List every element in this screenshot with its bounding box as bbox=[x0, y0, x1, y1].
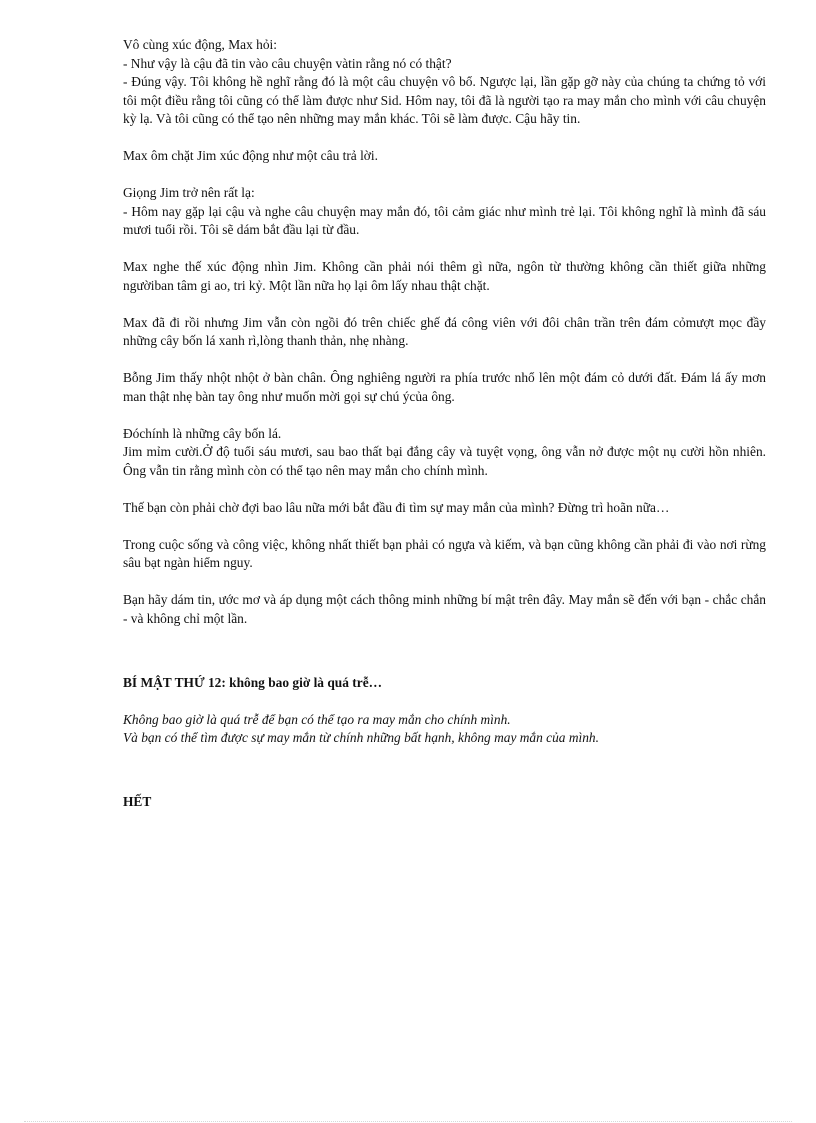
spacer bbox=[123, 655, 766, 674]
paragraph: Max nghe thế xúc động nhìn Jim. Không cần phải nói thêm gì nữa, ngôn từ thường không cần thiết giữa những ngườiban tâm gi ao, tri kỷ. Một lần nữa họ lại ôm lấy nhau thật chặt. bbox=[123, 259, 766, 293]
spacer bbox=[123, 748, 766, 775]
document-body bbox=[123, 36, 766, 812]
spacer bbox=[123, 775, 766, 794]
spacer bbox=[123, 517, 766, 536]
page-bottom-divider bbox=[24, 1121, 792, 1122]
paragraph: - Hôm nay gặp lại cậu và nghe câu chuyện may mắn đó, tôi cảm giác như mình trẻ lại. Tôi không nghĩ là mình đã sáu mươi tuổi rồi. Tôi sẽ dám bắt đầu lại từ đầu. bbox=[123, 203, 766, 237]
paragraph: Đóchính là những cây bốn lá. bbox=[123, 425, 282, 441]
paragraph: Bạn hãy dám tin, ước mơ và áp dụng một cách thông minh những bí mật trên đây. May mắn sẽ đến với bạn - chắc chắn - và không chỉ một lần. bbox=[123, 592, 766, 626]
spacer bbox=[123, 129, 766, 148]
spacer bbox=[123, 692, 766, 711]
spacer bbox=[123, 166, 766, 185]
paragraph: Trong cuộc sống và công việc, không nhất thiết bạn phải có ngựa và kiếm, và bạn cũng không cần phải đi vào nơi rừng sâu bạt ngàn hiểm nguy. bbox=[123, 536, 766, 570]
spacer bbox=[123, 351, 766, 370]
paragraph: Jim mỉm cười.Ở độ tuổi sáu mươi, sau bao thất bại đắng cây và tuyệt vọng, ông vẫn nở được một nụ cười hồn nhiên. Ông vẫn tin rằng mình còn có thể tạo nên may mắn cho chính mình. bbox=[123, 444, 766, 478]
paragraph: Giọng Jim trở nên rất lạ: bbox=[123, 185, 255, 200]
secret-line: Không bao giờ là quá trễ để bạn có thể tạo ra may mắn cho chính mình. bbox=[123, 711, 511, 727]
spacer bbox=[123, 295, 766, 314]
paragraph: - Như vậy là cậu đã tin vào câu chuyện vàtin rằng nó có thật? bbox=[123, 55, 452, 71]
spacer bbox=[123, 573, 766, 592]
secret-line: Và bạn có thể tìm được sự may mắn từ chính những bất hạnh, không may mắn của mình. bbox=[123, 730, 599, 745]
paragraph: - Đúng vậy. Tôi không hề nghĩ rằng đó là một câu chuyện vô bổ. Ngược lại, lần gặp gỡ này của chúng ta chứng tỏ với tôi một điều rằng tôi cũng có thể làm được như Sid. Hôm nay, tôi đã là người tạo ra may mắn cho mình với câu chuyện kỳ lạ. Và tôi cũng có thể tạo nên những may mắn khác. Tôi sẽ làm được. Cậu hãy tin. bbox=[123, 74, 766, 126]
paragraph: Max đã đi rồi nhưng Jim vẫn còn ngồi đó trên chiếc ghế đá công viên với đôi chân trần trên đám cỏmượt mọc đầy những cây bốn lá xanh rì,lòng thanh thản, nhẹ nhàng. bbox=[123, 314, 766, 348]
secret-heading: BÍ MẬT THỨ 12: không bao giờ là quá trễ… bbox=[123, 674, 383, 690]
paragraph: Bỗng Jim thấy nhột nhột ở bàn chân. Ông nghiêng người ra phía trước nhổ lên một đám cỏ dưới đất. Đám lá ấy mơn man thật nhẹ bàn tay ông như muốn mời gọi sự chú ýcủa ông. bbox=[123, 370, 766, 404]
spacer bbox=[123, 480, 766, 499]
paragraph: Thế bạn còn phải chờ đợi bao lâu nữa mới bắt đầu đi tìm sự may mắn của mình? Đừng trì hoãn nữa… bbox=[123, 499, 670, 515]
paragraph: Max ôm chặt Jim xúc động như một câu trả lời. bbox=[123, 148, 378, 163]
spacer bbox=[123, 240, 766, 259]
paragraph: Vô cùng xúc động, Max hỏi: bbox=[123, 37, 277, 52]
spacer bbox=[123, 628, 766, 655]
end-label: HẾT bbox=[123, 794, 152, 809]
spacer bbox=[123, 406, 766, 425]
